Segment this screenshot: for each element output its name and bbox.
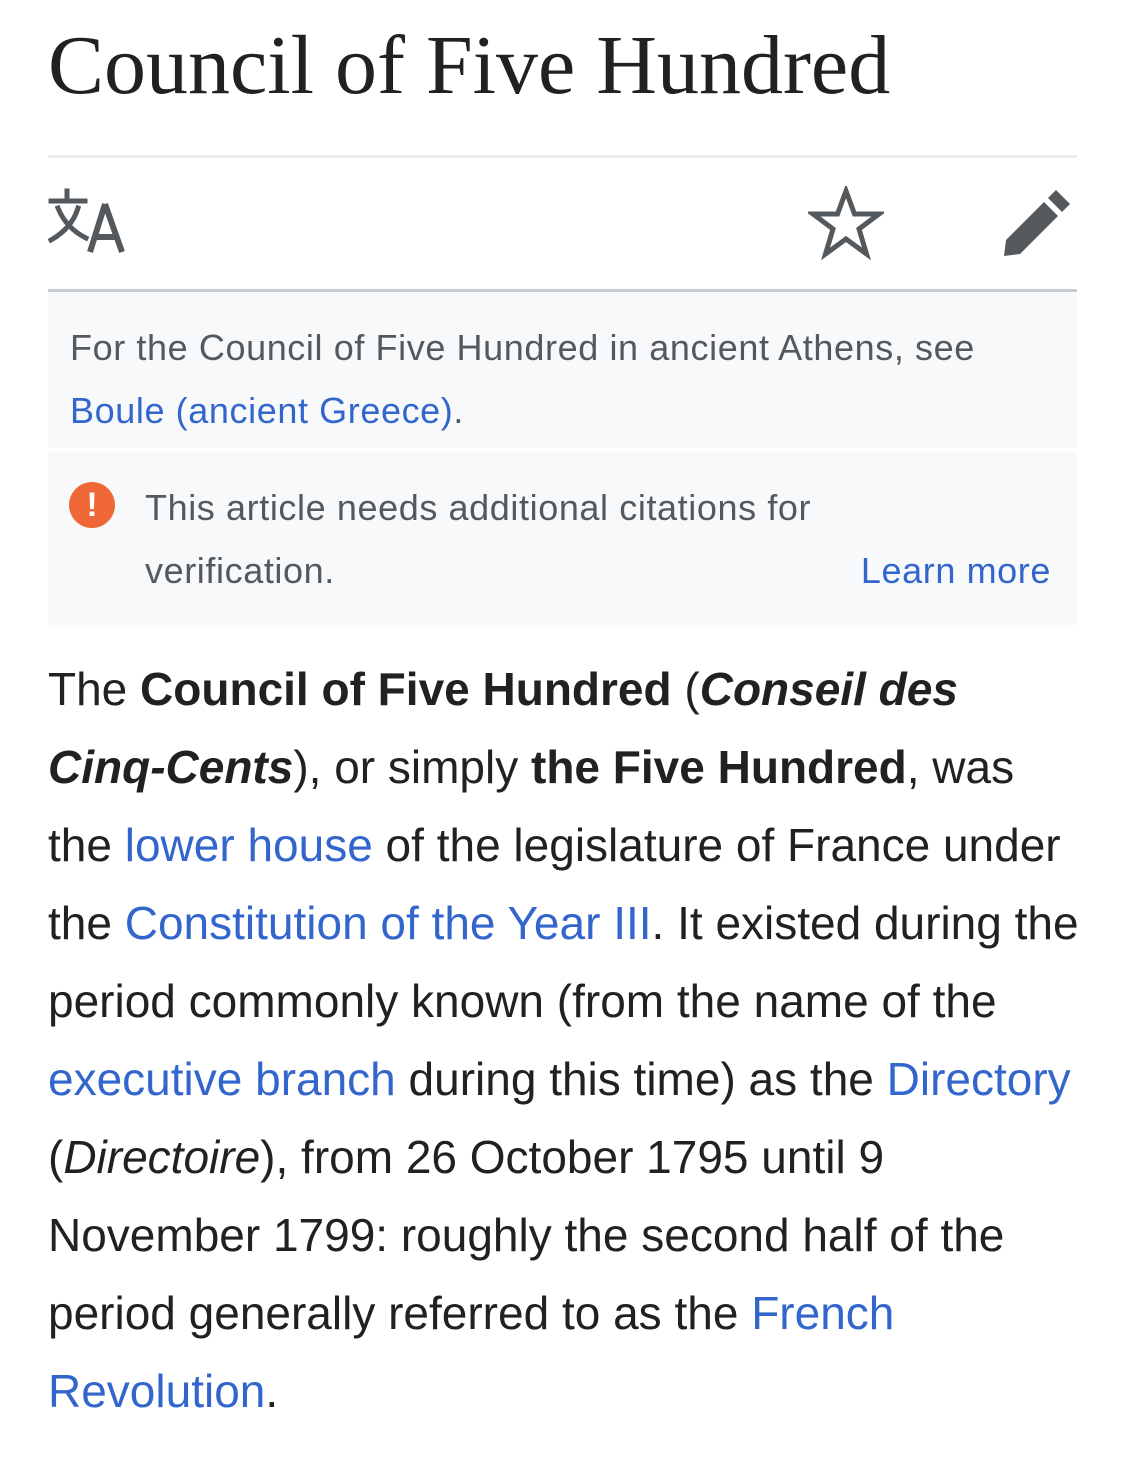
text-segment: during this time) as the bbox=[395, 1053, 887, 1105]
issue-text: This article needs additional citations for verification. bbox=[145, 487, 812, 591]
link-executive-branch[interactable]: executive branch bbox=[48, 1053, 396, 1105]
text-segment: . bbox=[265, 1365, 279, 1417]
bold-italic-term: Conseil des Cinq-Cents bbox=[48, 663, 958, 793]
citation-issue-box[interactable] bbox=[48, 452, 1077, 625]
translate-icon[interactable] bbox=[48, 188, 126, 254]
exclamation-icon: ! bbox=[69, 482, 115, 528]
link-french-revolution[interactable]: French Revolution bbox=[48, 1287, 895, 1417]
italic-term: Directoire bbox=[63, 1131, 261, 1183]
article-page bbox=[48, 0, 1079, 1417]
hatnote-link[interactable]: Boule (ancient Greece) bbox=[70, 390, 454, 431]
link-lower-house[interactable]: lower house bbox=[124, 819, 373, 871]
page-actions-toolbar bbox=[48, 158, 1077, 290]
text-segment: ), from 26 October 1795 until 9 November 1799: roughly the second half of the period generally referred to as the bbox=[48, 1131, 1005, 1339]
star-icon[interactable] bbox=[808, 186, 884, 262]
hatnote-suffix: . bbox=[453, 390, 465, 431]
pencil-icon[interactable] bbox=[1000, 188, 1072, 260]
text-segment: of the legislature of France under the bbox=[48, 819, 1061, 949]
bold-term: Council of Five Hundred bbox=[140, 663, 672, 715]
text-segment: ( bbox=[671, 663, 700, 715]
lead-paragraph bbox=[48, 650, 1088, 1430]
hatnote-text: For the Council of Five Hundred in ancient Athens, see bbox=[70, 327, 975, 368]
bold-term: the Five Hundred bbox=[531, 741, 907, 793]
learn-more-link[interactable]: Learn more bbox=[860, 550, 1051, 591]
link-directory[interactable]: Directory bbox=[886, 1053, 1071, 1105]
text-segment: The bbox=[48, 663, 141, 715]
text-segment: , was the bbox=[48, 741, 1015, 871]
page-title: Council of Five Hundred bbox=[48, 19, 891, 112]
hatnote bbox=[48, 292, 1077, 448]
text-segment: . It existed during the period commonly known (from the name of the bbox=[48, 897, 1079, 1027]
text-segment: ( bbox=[48, 1131, 64, 1183]
link-constitution-year-iii[interactable]: Constitution of the Year III bbox=[124, 897, 652, 949]
text-segment: ), or simply bbox=[293, 741, 532, 793]
